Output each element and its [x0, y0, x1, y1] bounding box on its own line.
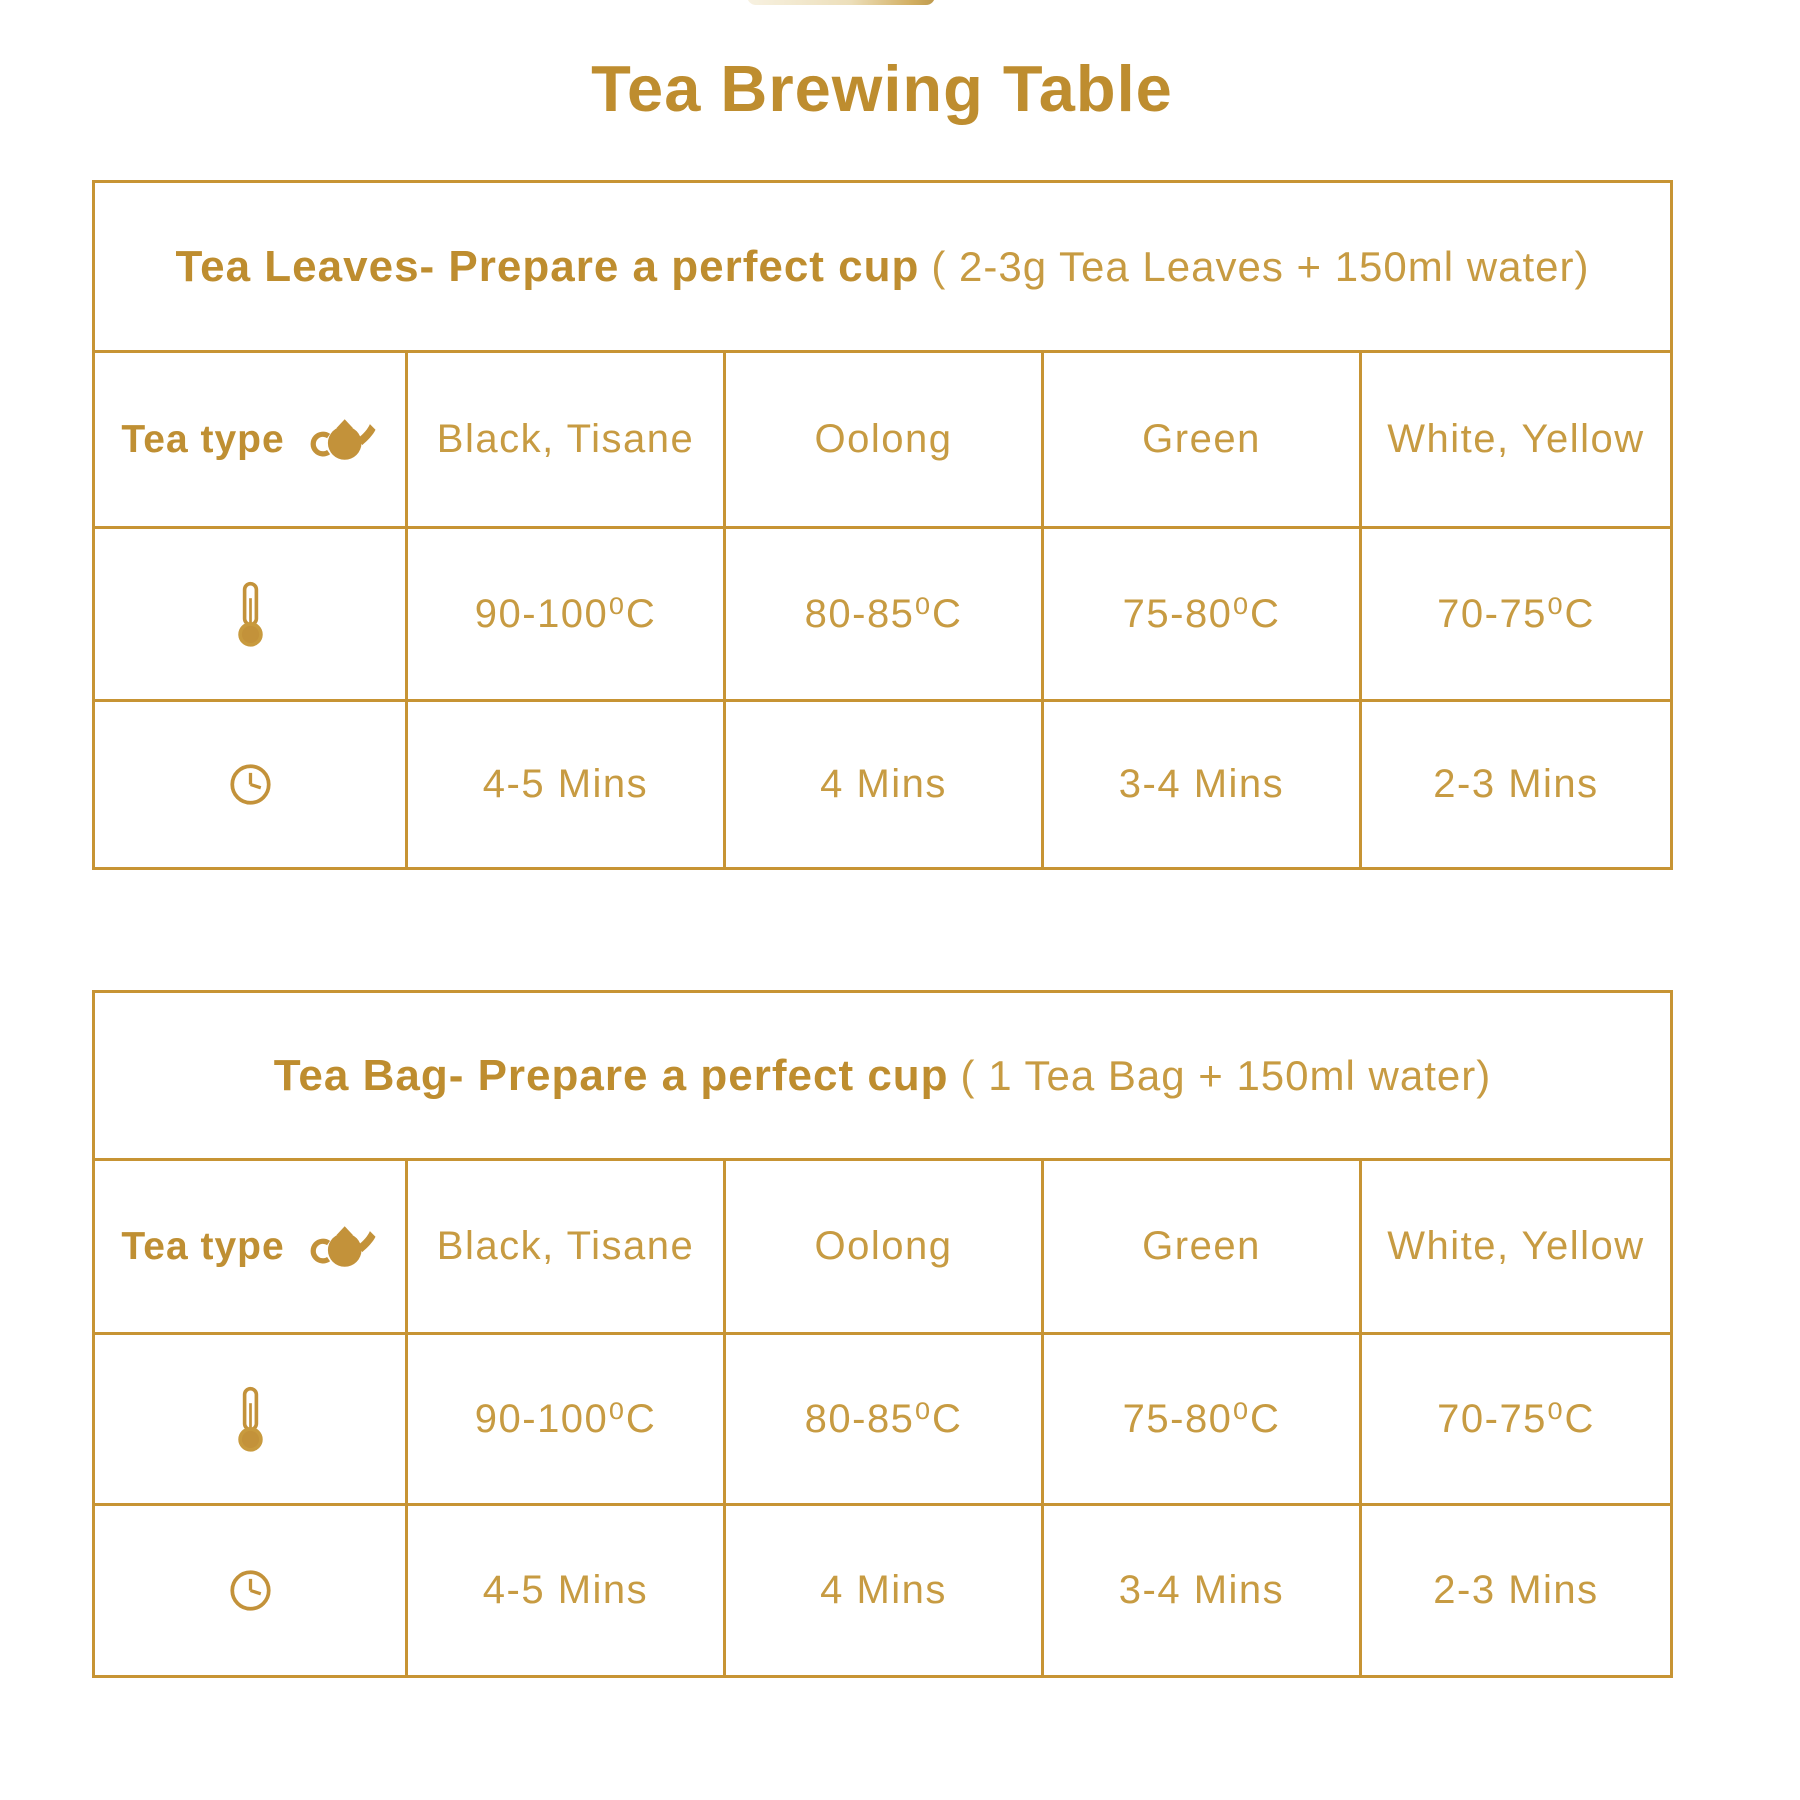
tea-type-value: Black, Tisane — [436, 417, 695, 461]
temperature-value: 75-80⁰C — [1122, 592, 1281, 636]
tea-bag-title-detail: ( 1 Tea Bag + 150ml water) — [960, 1051, 1492, 1099]
time-label-cell — [95, 1503, 405, 1675]
tea-type-label: Tea type — [121, 417, 285, 461]
tea-type-value: Oolong — [814, 1224, 953, 1268]
temperature-value: 75-80⁰C — [1122, 1397, 1281, 1441]
temperature-cell — [1359, 526, 1670, 699]
tea-type-value: White, Yellow — [1387, 417, 1645, 461]
time-cell — [1359, 1503, 1670, 1675]
time-cell — [405, 699, 723, 867]
tea-leaves-title-bold: Tea Leaves- Prepare a perfect cup — [175, 241, 920, 291]
tea-type-value: White, Yellow — [1387, 1224, 1645, 1268]
time-value: 3-4 Mins — [1118, 1568, 1285, 1612]
temperature-value: 70-75⁰C — [1437, 592, 1595, 636]
time-cell — [405, 1503, 723, 1675]
time-cell — [723, 699, 1041, 867]
time-value: 4-5 Mins — [482, 762, 649, 806]
tea-bag-table-title — [95, 993, 1670, 1161]
clock-icon — [229, 1569, 272, 1612]
clock-icon — [229, 763, 272, 806]
tea-leaves-table — [92, 180, 1673, 870]
tea-type-cell — [723, 353, 1041, 526]
thermometer-icon — [235, 581, 266, 648]
time-value: 3-4 Mins — [1118, 762, 1285, 806]
tea-type-cell — [1041, 353, 1359, 526]
tea-type-cell — [1359, 353, 1670, 526]
tea-type-value: Green — [1142, 1224, 1261, 1268]
time-cell — [723, 1503, 1041, 1675]
temperature-label-cell — [95, 1332, 405, 1503]
time-cell — [1041, 1503, 1359, 1675]
temperature-cell — [1041, 1332, 1359, 1503]
tea-type-value: Oolong — [814, 417, 953, 461]
temperature-cell — [723, 526, 1041, 699]
tea-type-label: Tea type — [121, 1224, 285, 1268]
temperature-cell — [1041, 526, 1359, 699]
tea-type-label-cell — [95, 1161, 405, 1332]
time-value: 4-5 Mins — [482, 1568, 649, 1612]
page-title: Tea Brewing Table — [591, 52, 1173, 125]
tea-type-label-cell — [95, 353, 405, 526]
tea-type-value: Green — [1142, 417, 1261, 461]
teapot-icon — [309, 1224, 379, 1269]
tea-type-cell — [405, 353, 723, 526]
time-cell — [1041, 699, 1359, 867]
tea-type-value: Black, Tisane — [436, 1224, 695, 1268]
tea-bag-title-bold: Tea Bag- Prepare a perfect cup — [273, 1050, 949, 1100]
time-value: 2-3 Mins — [1433, 762, 1599, 806]
temperature-cell — [1359, 1332, 1670, 1503]
temperature-value: 80-85⁰C — [804, 1397, 963, 1441]
tea-bag-table — [92, 990, 1673, 1678]
tea-type-cell — [1359, 1161, 1670, 1332]
temperature-cell — [405, 526, 723, 699]
time-value: 2-3 Mins — [1433, 1568, 1599, 1612]
tea-type-cell — [1041, 1161, 1359, 1332]
thermometer-icon — [235, 1386, 266, 1453]
temperature-value: 70-75⁰C — [1437, 1397, 1595, 1441]
temperature-cell — [723, 1332, 1041, 1503]
teapot-icon — [309, 417, 379, 462]
time-label-cell — [95, 699, 405, 867]
tea-leaves-title-detail: ( 2-3g Tea Leaves + 150ml water) — [931, 242, 1590, 290]
tea-leaves-table-title — [95, 183, 1670, 353]
temperature-value: 90-100⁰C — [474, 592, 657, 636]
temperature-label-cell — [95, 526, 405, 699]
time-value: 4 Mins — [820, 1568, 947, 1612]
time-value: 4 Mins — [820, 762, 947, 806]
time-cell — [1359, 699, 1670, 867]
tea-type-cell — [405, 1161, 723, 1332]
tea-type-cell — [723, 1161, 1041, 1332]
cropped-logo-remnant — [747, 0, 935, 5]
temperature-cell — [405, 1332, 723, 1503]
temperature-value: 80-85⁰C — [804, 592, 963, 636]
temperature-value: 90-100⁰C — [474, 1397, 657, 1441]
